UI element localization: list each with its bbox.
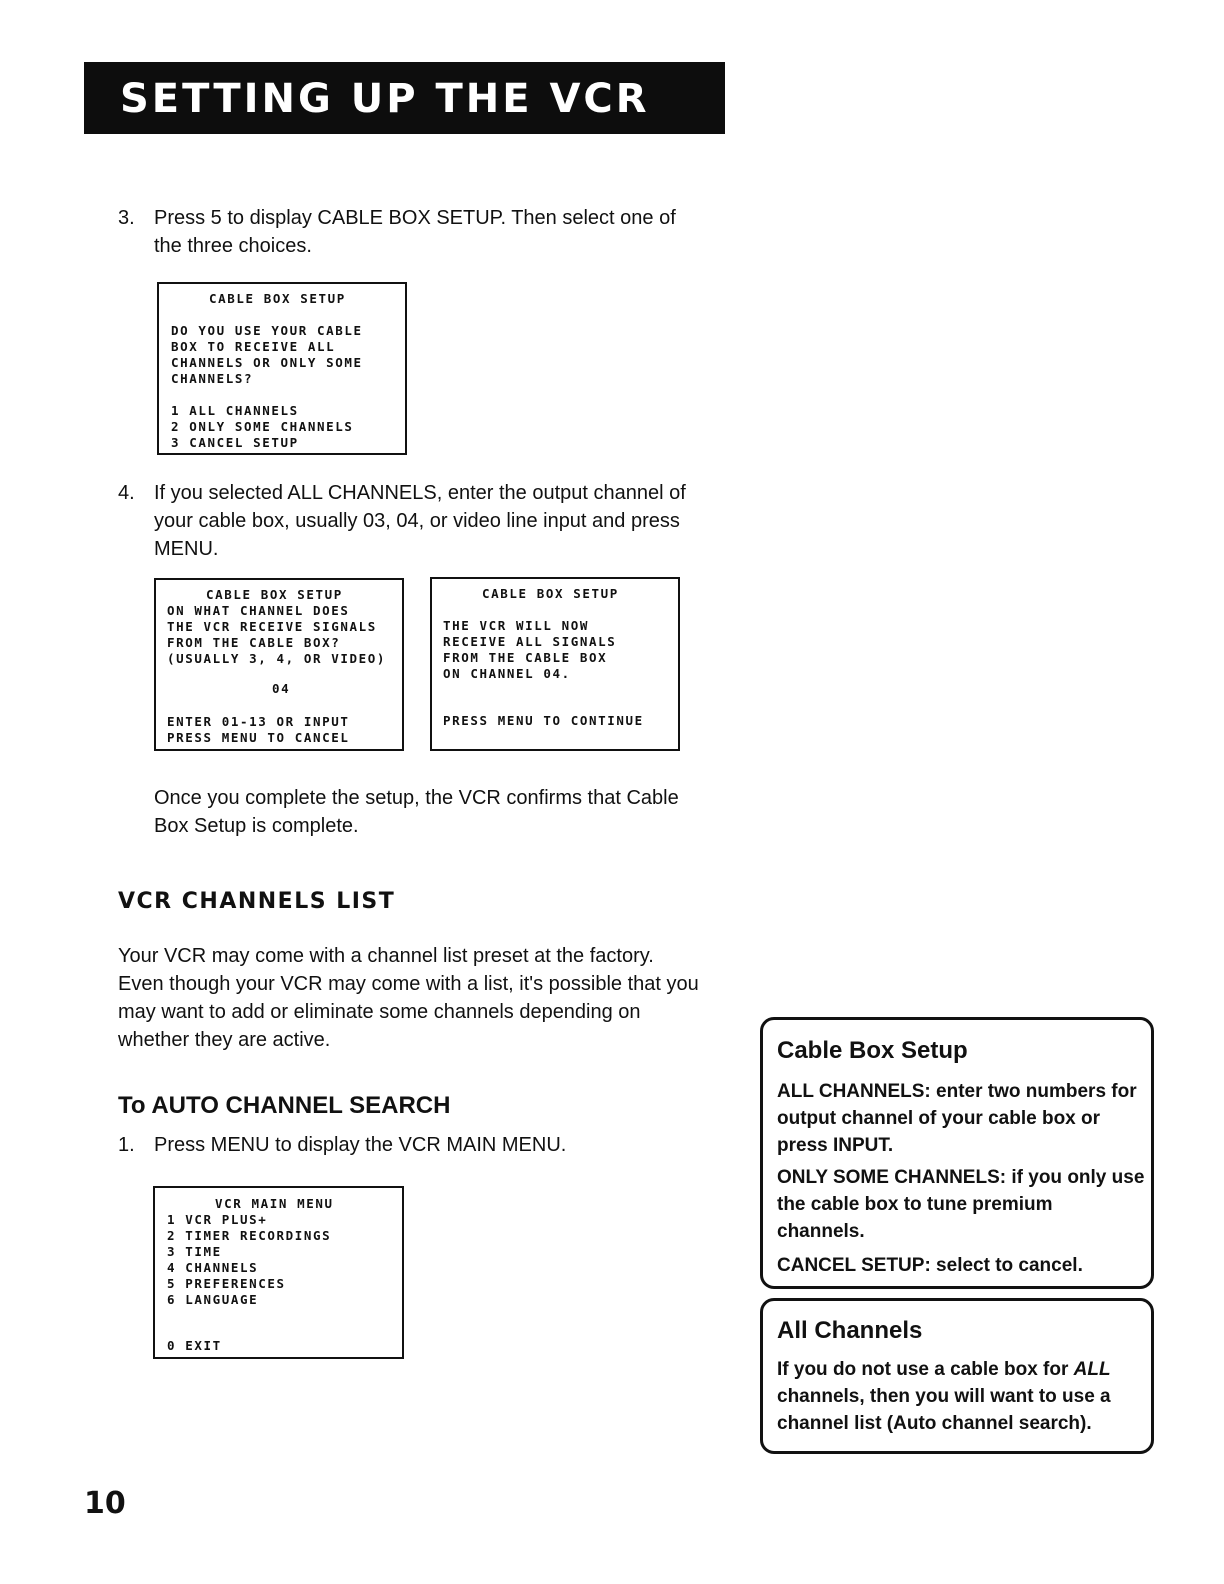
step-text: Press MENU to display the VCR MAIN MENU. — [154, 1134, 567, 1156]
note-item — [777, 1078, 1145, 1159]
screen-footer-line: PRESS MENU TO CANCEL — [167, 730, 350, 745]
channel-value: 04 — [272, 681, 291, 696]
step-text: Press 5 to display CABLE BOX SETUP. Then select one of the three choices. — [154, 207, 676, 257]
step-text: If you selected ALL CHANNELS, enter the output channel of your cable box, usually 03, 04, or video line input and press MENU. — [154, 482, 686, 560]
note-title: Cable Box Setup — [777, 1037, 968, 1064]
vcr-main-menu-screen — [153, 1186, 404, 1359]
screen-footer-line: PRESS MENU TO CONTINUE — [443, 713, 644, 728]
cable-box-setup-screen — [157, 282, 407, 455]
step-3 — [118, 204, 718, 264]
note-text-end: channels, then you will want to use a channel list (Auto channel search). — [777, 1386, 1111, 1434]
screen-option: 3 CANCEL SETUP — [171, 435, 299, 450]
note-item-label: CANCEL SETUP: — [777, 1255, 931, 1276]
menu-item: 6 LANGUAGE — [167, 1292, 259, 1307]
screen-title: CABLE BOX SETUP — [209, 291, 346, 306]
section-banner — [84, 62, 725, 134]
note-item-text: select to cancel. — [930, 1255, 1083, 1276]
note-text — [777, 1356, 1145, 1437]
screen-text-line: THE VCR WILL NOW — [443, 618, 590, 633]
screen-option: 2 ONLY SOME CHANNELS — [171, 419, 354, 434]
screen-text-line: CHANNELS? — [171, 371, 254, 386]
note-item — [777, 1164, 1145, 1245]
note-item — [777, 1252, 1145, 1279]
screen-text-line: BOX TO RECEIVE ALL — [171, 339, 336, 354]
screen-text-line: THE VCR RECEIVE SIGNALS — [167, 619, 377, 634]
menu-item: 4 CHANNELS — [167, 1260, 259, 1275]
note-item-text: if you only use the cable box to tune premium channels. — [777, 1167, 1145, 1242]
menu-exit-item: 0 EXIT — [167, 1338, 222, 1353]
cable-box-setup-note — [760, 1017, 1154, 1289]
channel-entry-screen — [154, 578, 404, 751]
screen-text-line: ON WHAT CHANNEL DOES — [167, 603, 350, 618]
screen-text-line: (USUALLY 3, 4, OR VIDEO) — [167, 651, 387, 666]
menu-item: 2 TIMER RECORDINGS — [167, 1228, 332, 1243]
note-item-label: ONLY SOME CHANNELS: — [777, 1167, 1007, 1188]
section-body: Your VCR may come with a channel list preset at the factory. Even though your VCR may come with a list, it's possible that you may want to add or eliminate some channels depending on whether they are active. — [118, 945, 699, 1051]
subsection-heading: To AUTO CHANNEL SEARCH — [118, 1092, 451, 1119]
screen-text-line: DO YOU USE YOUR CABLE — [171, 323, 363, 338]
confirmation-screen — [430, 577, 680, 751]
screen-title: CABLE BOX SETUP — [482, 586, 619, 601]
note-item-label: ALL CHANNELS: — [777, 1081, 931, 1102]
step-number: 4. — [118, 482, 135, 504]
confirmation-text: Once you complete the setup, the VCR confirms that Cable Box Setup is complete. — [154, 787, 679, 837]
screen-text-line: FROM THE CABLE BOX — [443, 650, 608, 665]
screen-title: VCR MAIN MENU — [215, 1196, 334, 1211]
page-title: SETTING UP THE VCR — [120, 76, 650, 122]
all-channels-note — [760, 1298, 1154, 1454]
step-number: 3. — [118, 207, 135, 229]
screen-footer-line: ENTER 01-13 OR INPUT — [167, 714, 350, 729]
page-number: 10 — [84, 1486, 126, 1521]
auto-search-step-1 — [118, 1131, 718, 1161]
step-4 — [118, 479, 718, 565]
menu-item: 1 VCR PLUS+ — [167, 1212, 268, 1227]
note-item-text: enter two numbers for output channel of your cable box or press INPUT. — [777, 1081, 1137, 1156]
note-text-emphasis: ALL — [1073, 1359, 1111, 1380]
menu-item: 5 PREFERENCES — [167, 1276, 286, 1291]
section-heading: VCR CHANNELS LIST — [118, 889, 396, 914]
screen-text-line: CHANNELS OR ONLY SOME — [171, 355, 363, 370]
screen-text-line: FROM THE CABLE BOX? — [167, 635, 341, 650]
screen-text-line: RECEIVE ALL SIGNALS — [443, 634, 617, 649]
menu-item: 3 TIME — [167, 1244, 222, 1259]
screen-option: 1 ALL CHANNELS — [171, 403, 299, 418]
step-number: 1. — [118, 1134, 135, 1156]
screen-title: CABLE BOX SETUP — [206, 587, 343, 602]
note-title: All Channels — [777, 1317, 923, 1344]
note-text-start: If you do not use a cable box for — [777, 1359, 1074, 1380]
screen-text-line: ON CHANNEL 04. — [443, 666, 571, 681]
